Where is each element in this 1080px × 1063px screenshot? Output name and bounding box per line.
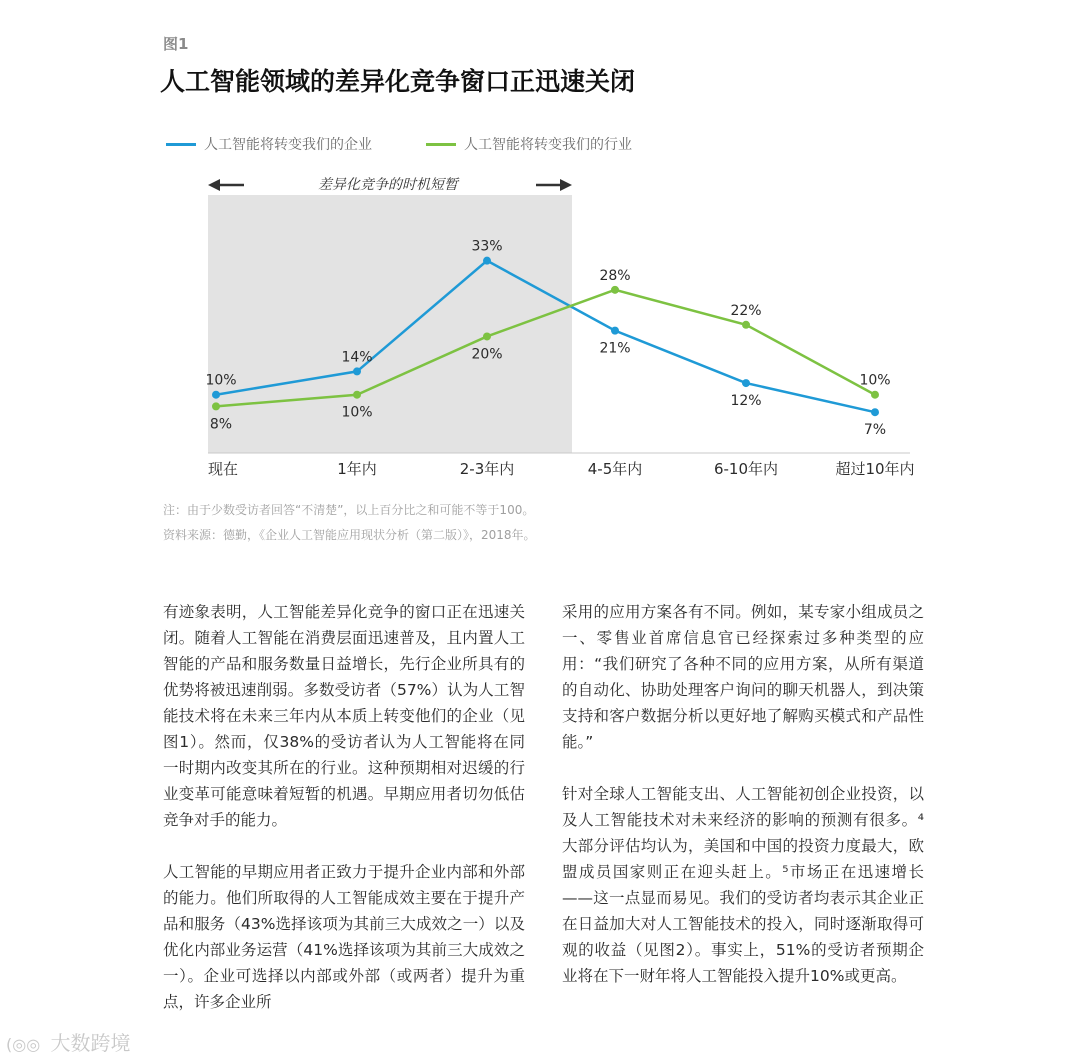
figure-label: 图1 [163,35,189,53]
data-point [212,402,220,410]
data-point [212,391,220,399]
data-label: 21% [599,340,631,357]
chart-source: 资料来源：德勤，《企业人工智能应用现状分析（第二版）》，2018年。 [163,528,536,542]
data-point [742,379,750,387]
data-point [483,332,491,340]
data-label: 10% [859,372,891,389]
data-point [742,321,750,329]
left-arrow-head [208,179,220,191]
data-label: 7% [863,422,887,439]
watermark [6,1027,131,1056]
x-tick-label: 4-5年内 [587,460,643,478]
legend-label-enterprise: 人工智能将转变我们的企业 [204,137,372,153]
legend-swatch-green [426,143,456,146]
legend-item-industry [426,134,632,154]
watermark-logo: (◎◎ [6,1035,41,1054]
data-point [483,257,491,265]
data-label: 10% [205,372,237,389]
paragraph: 有迹象表明，人工智能差异化竞争的窗口正在迅速关闭。随着人工智能在消费层面迅速普及，且内置人工智能的产品和服务数量日益增长，先行企业所具有的优势将被迅速削弱。多数受访者（57%）认为人工智能技术将在未来三年内从本质上转变他们的企业（见图1）。然而，仅38%的受访者认为人工智能将在同一时期内改变其所在的行业。这种预期相对迟缓的行业变革可能意味着短暂的机遇。早期应用者切勿低估竞争对手的能力。 [163,603,525,829]
x-tick-label: 1年内 [337,460,377,478]
x-tick-label: 2-3年内 [459,460,515,478]
figure-title: 人工智能领域的差异化竞争窗口正迅速关闭 [160,67,636,96]
watermark-text: 大数跨境 [50,1031,131,1055]
data-point [611,286,619,294]
data-point [353,367,361,375]
x-tick-label: 6-10年内 [713,460,779,478]
legend-label-industry: 人工智能将转变我们的行业 [464,137,632,153]
x-tick-label: 现在 [208,460,239,478]
legend-swatch-blue [166,143,196,146]
body-right-column [562,599,924,1015]
paragraph: 针对全球人工智能支出、人工智能初创企业投资，以及人工智能技术对未来经济的影响的预测有很多。⁴大部分评估均认为，美国和中国的投资力度最大，欧盟成员国家则正在迎头赶上。⁵市场正在迅速增长——这一点显而易见。我们的受访者均表示其企业正在日益加大对人工智能技术的投入，同时逐渐取得可观的收益（见图2）。事实上，51%的受访者预期企业将在下一财年将人工智能投入提升10%或更高。 [562,785,924,985]
data-label: 8% [209,416,233,433]
legend-item-enterprise [166,134,372,154]
data-label: 10% [341,404,373,421]
data-label: 28% [599,267,631,284]
data-label: 12% [730,393,762,410]
highlight-label: 差异化竞争的时机短暂 [318,177,458,193]
x-tick-label: 超过10年内 [835,460,915,478]
highlight-region [208,195,572,453]
right-arrow-head [560,179,572,191]
data-label: 14% [341,349,373,366]
paragraph: 采用的应用方案各有不同。例如，某专家小组成员之一、零售业首席信息官已经探索过多种类型的应用：“我们研究了各种不同的应用方案，从所有渠道的自动化、协助处理客户询问的聊天机器人，到决策支持和客户数据分析以更好地了解购买模式和产品性能。” [562,603,924,751]
data-point [611,327,619,335]
line-chart [0,165,1080,485]
paragraph: 人工智能的早期应用者正致力于提升企业内部和外部的能力。他们所取得的人工智能成效主要在于提升产品和服务（43%选择该项为其前三大成效之一）以及优化内部业务运营（41%选择该项为其前三大成效之一）。企业可选择以内部或外部（或两者）提升为重点，许多企业所 [163,863,525,1011]
data-label: 33% [471,238,503,255]
data-point [353,391,361,399]
data-label: 22% [730,302,762,319]
chart-note: 注：由于少数受访者回答“不清楚”，以上百分比之和可能不等于100。 [163,503,535,517]
data-point [871,391,879,399]
data-label: 20% [471,346,503,363]
data-point [871,408,879,416]
body-left-column [163,599,525,1041]
